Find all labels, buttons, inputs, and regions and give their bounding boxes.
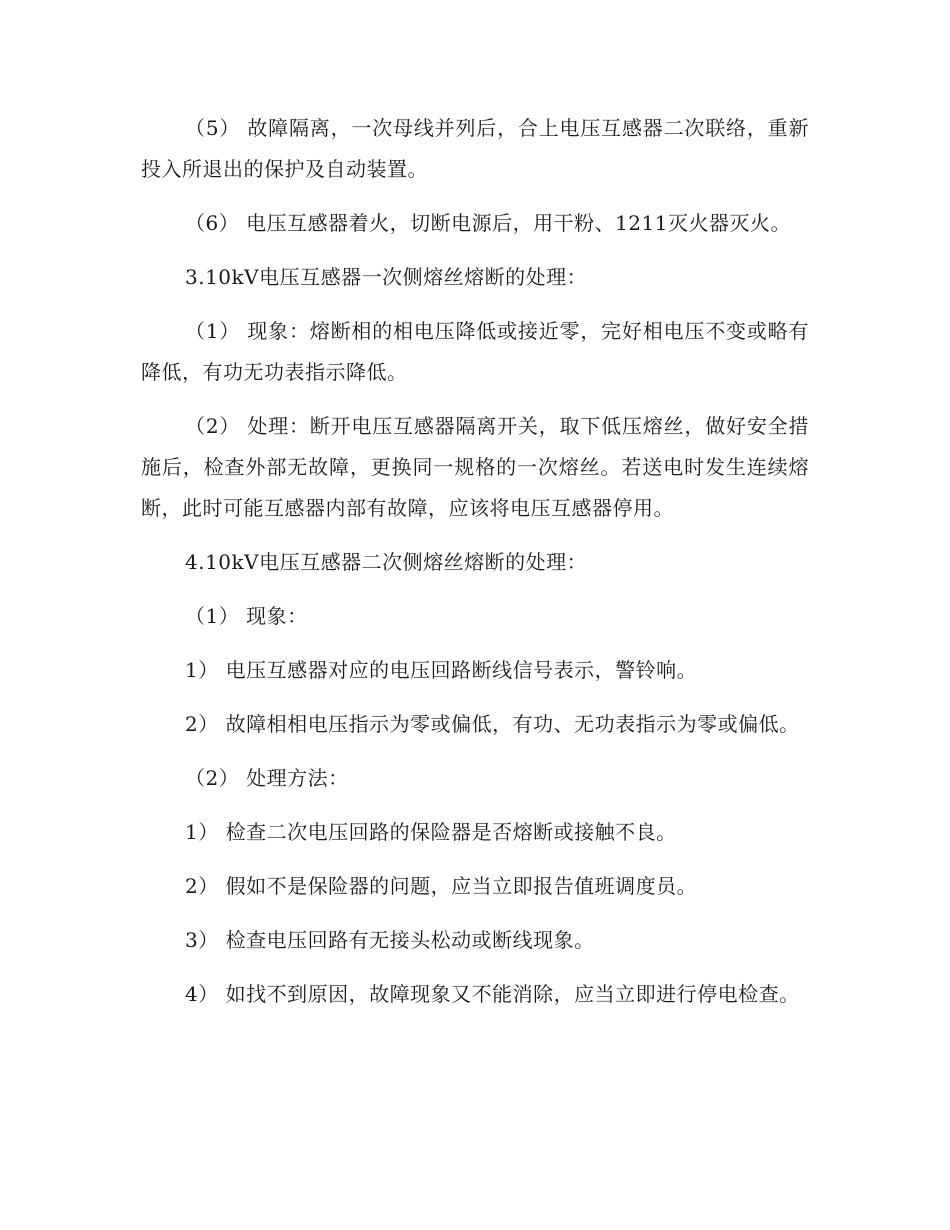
list-item-method-3: 3） 检查电压回路有无接头松动或断线现象。	[185, 928, 595, 952]
subheading-symptom: （1） 现象：	[185, 604, 308, 628]
list-item-method-4: 4） 如找不到原因，故障现象又不能消除，应当立即进行停电检查。	[185, 982, 800, 1006]
list-item-symptom-2: 2） 故障相相电压指示为零或偏低，有功、无功表指示为零或偏低。	[185, 712, 800, 736]
list-item-method-2: 2） 假如不是保险器的问题，应当立即报告值班调度员。	[185, 874, 698, 898]
document-body	[141, 108, 809, 1028]
list-item-method-1: 1） 检查二次电压回路的保险器是否熔断或接触不良。	[185, 820, 677, 844]
section-heading-4: 4.10kV电压互感器二次侧熔丝熔断的处理：	[185, 550, 588, 574]
paragraph-item-6: （6） 电压互感器着火，切断电源后，用干粉、1211灭火器灭火。	[185, 211, 791, 235]
section-heading-3: 3.10kV电压互感器一次侧熔丝熔断的处理：	[185, 265, 588, 289]
paragraph-handling-2: （2） 处理：断开电压互感器隔离开关，取下低压熔丝，做好安全措施后，检查外部无故障，更换同一规格的一次熔丝。若送电时发生连续熔断，此时可能互感器内部有故障，应该将电压互感器停用。	[141, 414, 809, 520]
paragraph-symptom-1: （1） 现象：熔断相的相电压降低或接近零，完好相电压不变或略有降低，有功无功表指示降低。	[141, 319, 809, 384]
paragraph-item-5: （5） 故障隔离，一次母线并列后，合上电压互感器二次联络，重新投入所退出的保护及自动装置。	[141, 116, 809, 181]
subheading-method: （2） 处理方法：	[185, 766, 349, 790]
list-item-symptom-1: 1） 电压互感器对应的电压回路断线信号表示，警铃响。	[185, 658, 698, 682]
